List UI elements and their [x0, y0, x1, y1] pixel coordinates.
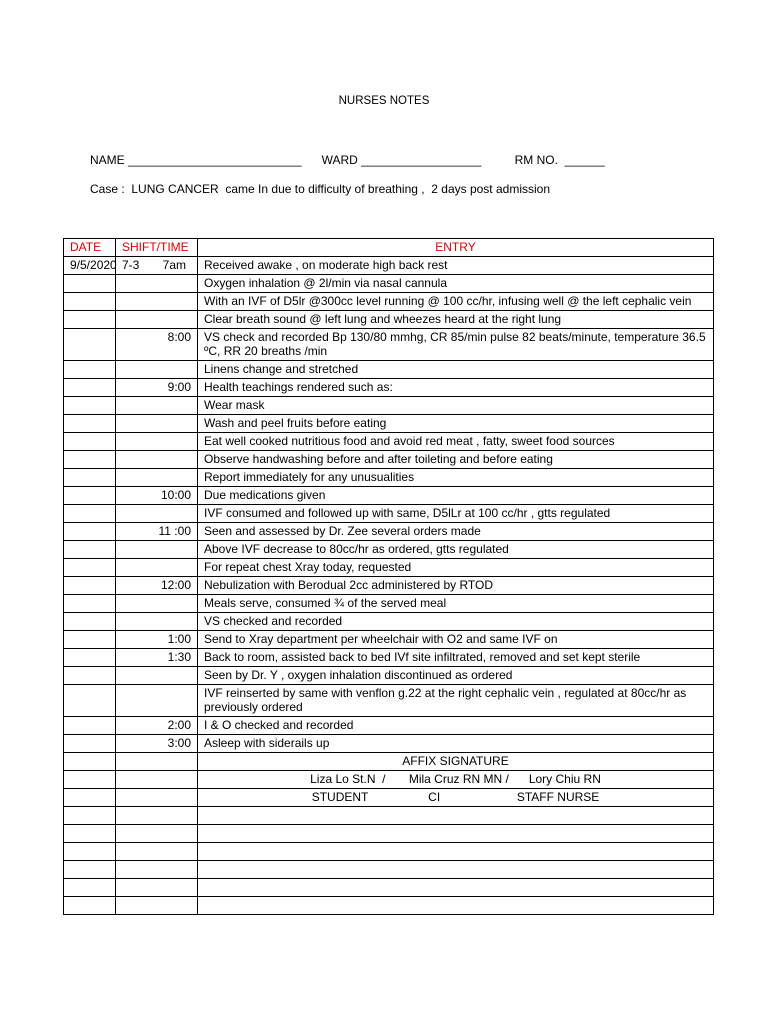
entry-cell: For repeat chest Xray today, requested [198, 559, 714, 577]
table-row [64, 257, 714, 275]
table-row [64, 469, 714, 487]
case-label: Case : [90, 182, 125, 196]
shift-cell [116, 897, 198, 915]
entry-header: ENTRY [198, 239, 714, 257]
date-cell [64, 433, 116, 451]
shift-cell [116, 559, 198, 577]
date-cell [64, 559, 116, 577]
entry-cell [198, 897, 714, 915]
table-row [64, 329, 714, 361]
entry-cell: Back to room, assisted back to bed IVf site infiltrated, removed and set kept sterile [198, 649, 714, 667]
date-cell [64, 415, 116, 433]
room-field: ______ [564, 153, 605, 167]
shift-cell [116, 753, 198, 771]
table-row [64, 379, 714, 397]
case-line [90, 182, 550, 196]
date-cell [64, 329, 116, 361]
signature-title: AFFIX SIGNATURE [198, 753, 714, 771]
entry-cell: Clear breath sound @ left lung and wheezes heard at the right lung [198, 311, 714, 329]
date-cell [64, 825, 116, 843]
table-row [64, 397, 714, 415]
shift-cell [116, 685, 198, 717]
date-cell [64, 523, 116, 541]
empty-row [64, 807, 714, 825]
date-cell [64, 577, 116, 595]
nurses-notes-table [63, 238, 714, 915]
date-cell [64, 541, 116, 559]
shift-cell [116, 843, 198, 861]
table-row [64, 631, 714, 649]
shift-cell [116, 397, 198, 415]
date-cell [64, 487, 116, 505]
signature-row [64, 771, 714, 789]
shift-cell [116, 505, 198, 523]
date-cell [64, 685, 116, 717]
entry-cell: Observe handwashing before and after toileting and before eating [198, 451, 714, 469]
date-cell [64, 879, 116, 897]
table-row [64, 433, 714, 451]
entry-cell: Asleep with siderails up [198, 735, 714, 753]
entry-cell: Seen and assessed by Dr. Zee several orders made [198, 523, 714, 541]
shift-cell: 1:30 [116, 649, 198, 667]
table-row [64, 667, 714, 685]
shift-cell [116, 451, 198, 469]
empty-row [64, 825, 714, 843]
entry-cell: VS check and recorded Bp 130/80 mmhg, CR 85/min pulse 82 beats/minute, temperature 36.5 ºC, RR 20 breaths /min [198, 329, 714, 361]
table-row [64, 577, 714, 595]
shift-cell: 12:00 [116, 577, 198, 595]
table-row [64, 685, 714, 717]
table-row [64, 559, 714, 577]
shift-cell: 2:00 [116, 717, 198, 735]
shift-cell [116, 275, 198, 293]
entry-cell: Above IVF decrease to 80cc/hr as ordered, gtts regulated [198, 541, 714, 559]
shift-cell [116, 825, 198, 843]
shift-cell [116, 789, 198, 807]
entry-cell: Seen by Dr. Y , oxygen inhalation discontinued as ordered [198, 667, 714, 685]
entry-cell: Oxygen inhalation @ 2l/min via nasal cannula [198, 275, 714, 293]
shift-cell [116, 415, 198, 433]
table-row [64, 275, 714, 293]
entry-cell [198, 825, 714, 843]
shift-cell [116, 861, 198, 879]
name-label: NAME [90, 153, 125, 167]
date-cell [64, 771, 116, 789]
shift-cell [116, 595, 198, 613]
name-field: __________________________ [128, 153, 302, 167]
shift-header: SHIFT/TIME [116, 239, 198, 257]
entry-cell: Due medications given [198, 487, 714, 505]
table-row [64, 595, 714, 613]
shift-cell [116, 293, 198, 311]
room-label: RM NO. [514, 153, 558, 167]
shift-cell: 11 :00 [116, 523, 198, 541]
entry-cell: Wear mask [198, 397, 714, 415]
table-row [64, 451, 714, 469]
date-cell [64, 613, 116, 631]
shift-cell [116, 433, 198, 451]
date-cell: 9/5/2020 [64, 257, 116, 275]
entry-cell: With an IVF of D5lr @300cc level running @ 100 cc/hr, infusing well @ the left cephalic vein [198, 293, 714, 311]
document-title: NURSES NOTES [338, 95, 430, 107]
entry-cell: Eat well cooked nutritious food and avoid red meat , fatty, sweet food sources [198, 433, 714, 451]
table-row [64, 541, 714, 559]
table-row [64, 487, 714, 505]
shift-cell [116, 361, 198, 379]
table-row [64, 293, 714, 311]
date-cell [64, 361, 116, 379]
date-cell [64, 789, 116, 807]
shift-cell: 3:00 [116, 735, 198, 753]
date-cell [64, 897, 116, 915]
table-row [64, 649, 714, 667]
date-cell [64, 843, 116, 861]
patient-header [90, 153, 605, 167]
date-cell [64, 753, 116, 771]
entry-cell: IVF consumed and followed up with same, D5lLr at 100 cc/hr , gtts regulated [198, 505, 714, 523]
shift-cell [116, 807, 198, 825]
shift-cell [116, 771, 198, 789]
date-cell [64, 397, 116, 415]
date-cell [64, 631, 116, 649]
entry-cell: Health teachings rendered such as: [198, 379, 714, 397]
entry-cell [198, 807, 714, 825]
shift-cell [116, 667, 198, 685]
date-cell [64, 469, 116, 487]
date-cell [64, 311, 116, 329]
date-cell [64, 451, 116, 469]
table-row [64, 415, 714, 433]
table-header-row [64, 239, 714, 257]
entry-cell: Report immediately for any unusualities [198, 469, 714, 487]
table-row [64, 717, 714, 735]
shift-cell [116, 311, 198, 329]
date-cell [64, 505, 116, 523]
ward-label: WARD [321, 153, 358, 167]
empty-row [64, 897, 714, 915]
entry-cell [198, 843, 714, 861]
date-cell [64, 717, 116, 735]
signature-roles: STUDENT CI STAFF NURSE [198, 789, 714, 807]
date-cell [64, 807, 116, 825]
entry-cell [198, 861, 714, 879]
shift-cell: 9:00 [116, 379, 198, 397]
shift-cell [116, 879, 198, 897]
empty-row [64, 879, 714, 897]
entry-cell: I & O checked and recorded [198, 717, 714, 735]
date-cell [64, 735, 116, 753]
entry-cell: IVF reinserted by same with venflon g.22 at the right cephalic vein , regulated at 80cc/hr as previously ordered [198, 685, 714, 717]
signature-names: Liza Lo St.N / Mila Cruz RN MN / Lory Chiu RN [198, 771, 714, 789]
shift-cell [116, 541, 198, 559]
ward-field: __________________ [361, 153, 482, 167]
date-cell [64, 275, 116, 293]
entry-cell: Send to Xray department per wheelchair with O2 and same IVF on [198, 631, 714, 649]
entry-cell: Received awake , on moderate high back rest [198, 257, 714, 275]
shift-cell: 7-3 7am [116, 257, 198, 275]
date-cell [64, 595, 116, 613]
date-cell [64, 667, 116, 685]
date-cell [64, 861, 116, 879]
date-header: DATE [64, 239, 116, 257]
empty-row [64, 861, 714, 879]
entry-cell [198, 879, 714, 897]
shift-cell: 1:00 [116, 631, 198, 649]
shift-cell: 8:00 [116, 329, 198, 361]
signature-row [64, 789, 714, 807]
entry-cell: Nebulization with Berodual 2cc administered by RTOD [198, 577, 714, 595]
signature-row [64, 753, 714, 771]
entry-cell: Wash and peel fruits before eating [198, 415, 714, 433]
shift-cell: 10:00 [116, 487, 198, 505]
date-cell [64, 379, 116, 397]
entry-cell: Linens change and stretched [198, 361, 714, 379]
shift-cell [116, 613, 198, 631]
entry-cell: Meals serve, consumed ¾ of the served meal [198, 595, 714, 613]
table-row [64, 735, 714, 753]
shift-cell [116, 469, 198, 487]
table-row [64, 505, 714, 523]
case-text: LUNG CANCER came In due to difficulty of breathing , 2 days post admission [131, 182, 550, 196]
table-row [64, 361, 714, 379]
table-row [64, 523, 714, 541]
date-cell [64, 649, 116, 667]
empty-row [64, 843, 714, 861]
table-row [64, 311, 714, 329]
table-row [64, 613, 714, 631]
entry-cell: VS checked and recorded [198, 613, 714, 631]
table-body [64, 257, 714, 915]
date-cell [64, 293, 116, 311]
